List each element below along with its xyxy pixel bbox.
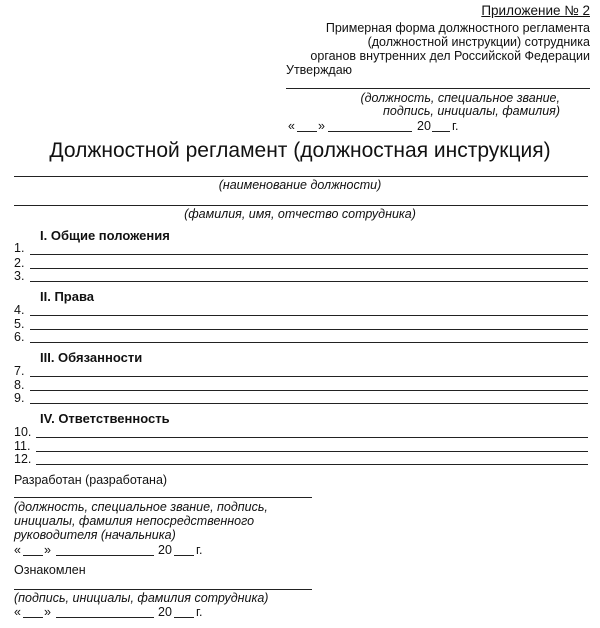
developed-date-close: » — [44, 543, 51, 557]
section-2-item-2-line[interactable] — [30, 329, 588, 330]
section-2-heading: II. Права — [40, 289, 95, 304]
acquainted-label: Ознакомлен — [14, 563, 86, 577]
header-date-close: » — [318, 119, 325, 133]
section-1-item-2-line[interactable] — [30, 268, 588, 269]
developed-date-year-field[interactable] — [174, 555, 194, 556]
approver-signature-line[interactable] — [286, 88, 590, 89]
section-3-item-1-number: 7. — [14, 364, 25, 378]
acquainted-date-day-field[interactable] — [23, 617, 43, 618]
section-1-item-1-line[interactable] — [30, 254, 588, 255]
section-2-item-1-line[interactable] — [30, 315, 588, 316]
acquainted-date-open: « — [14, 605, 21, 619]
developed-date-year: 20 — [158, 543, 172, 557]
section-4-item-3-number: 12. — [14, 452, 32, 466]
acquainted-caption: (подпись, инициалы, фамилия сотрудника) — [14, 591, 269, 605]
section-2-item-1-number: 4. — [14, 303, 25, 317]
header-date-day-field[interactable] — [297, 131, 317, 132]
header-date-open: « — [288, 119, 295, 133]
header-line-2: (должностной инструкции) сотрудника — [367, 35, 590, 49]
position-line[interactable] — [14, 176, 588, 177]
developed-caption-3: руководителя (начальника) — [14, 528, 176, 542]
acquainted-date-year: 20 — [158, 605, 172, 619]
acquainted-signature-line[interactable] — [14, 589, 312, 590]
approver-caption-1: (должность, специальное звание, — [360, 91, 560, 105]
developed-date-month-field[interactable] — [56, 555, 154, 556]
employee-name-line[interactable] — [14, 205, 588, 206]
acquainted-date-month-field[interactable] — [56, 617, 154, 618]
acquainted-date-year-field[interactable] — [174, 617, 194, 618]
section-1-item-3-line[interactable] — [30, 281, 588, 282]
section-4-item-2-line[interactable] — [36, 451, 588, 452]
section-4-item-3-line[interactable] — [36, 464, 588, 465]
section-3-item-1-line[interactable] — [30, 376, 588, 377]
developed-date-day-field[interactable] — [23, 555, 43, 556]
section-2-item-3-number: 6. — [14, 330, 25, 344]
document-title: Должностной регламент (должностная инструкция) — [49, 139, 551, 162]
section-1-item-3-number: 3. — [14, 269, 25, 283]
section-3-item-3-number: 9. — [14, 391, 25, 405]
section-4-item-1-number: 10. — [14, 425, 32, 439]
position-caption: (наименование должности) — [218, 178, 382, 192]
header-date-year-field[interactable] — [432, 131, 450, 132]
section-2-item-3-line[interactable] — [30, 342, 588, 343]
section-3-item-2-line[interactable] — [30, 390, 588, 391]
developed-date-suffix: г. — [196, 543, 203, 557]
section-2-item-2-number: 5. — [14, 317, 25, 331]
section-1-heading: I. Общие положения — [40, 228, 170, 243]
section-4-item-2-number: 11. — [14, 439, 31, 453]
developed-signature-line[interactable] — [14, 497, 312, 498]
header-line-1: Примерная форма должностного регламента — [325, 21, 590, 35]
header-date-year: 20 — [417, 119, 431, 133]
appendix-label: Приложение № 2 — [481, 3, 590, 18]
header-date-month-field[interactable] — [328, 131, 412, 132]
approver-caption-2: подпись, инициалы, фамилия) — [383, 104, 560, 118]
section-1-item-2-number: 2. — [14, 256, 25, 270]
developed-caption-2: инициалы, фамилия непосредственного — [14, 514, 255, 528]
section-4-item-1-line[interactable] — [36, 437, 588, 438]
header-line-3: органов внутренних дел Российской Федерации — [310, 49, 590, 63]
developed-caption-1: (должность, специальное звание, подпись, — [14, 500, 268, 514]
section-3-item-2-number: 8. — [14, 378, 25, 392]
section-4-heading: IV. Ответственность — [40, 411, 170, 426]
acquainted-date-suffix: г. — [196, 605, 203, 619]
acquainted-date-close: » — [44, 605, 51, 619]
section-3-heading: III. Обязанности — [40, 350, 143, 365]
employee-name-caption: (фамилия, имя, отчество сотрудника) — [184, 207, 416, 221]
developed-date-open: « — [14, 543, 21, 557]
header-date-suffix: г. — [452, 119, 459, 133]
approve-label: Утверждаю — [286, 63, 353, 77]
section-3-item-3-line[interactable] — [30, 403, 588, 404]
section-1-item-1-number: 1. — [14, 241, 25, 255]
developed-label: Разработан (разработана) — [14, 473, 168, 487]
